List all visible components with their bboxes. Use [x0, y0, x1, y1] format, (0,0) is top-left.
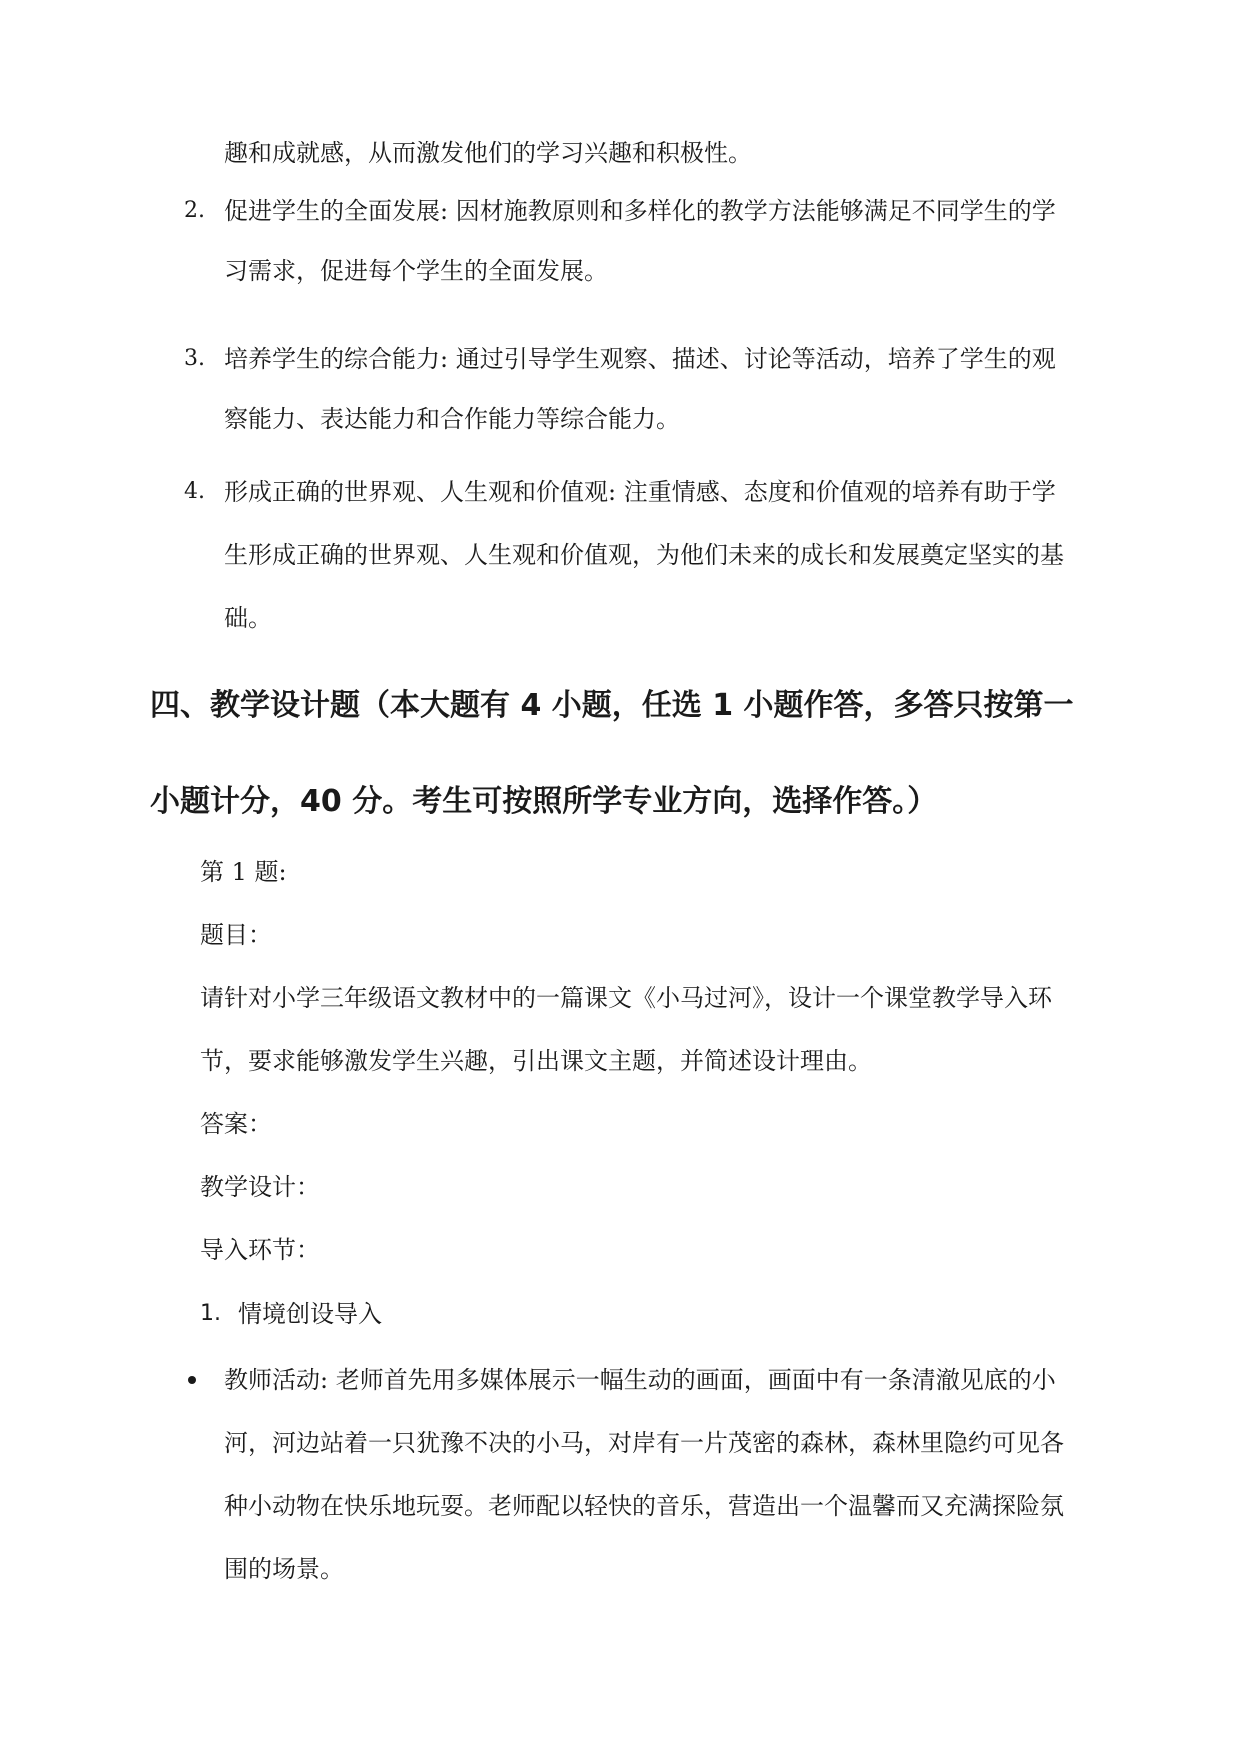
- topic-text-line-1: 请针对小学三年级语文教材中的一篇课文《小马过河》，设计一个课堂教学导入环: [200, 984, 1052, 1012]
- bullet-line-1: 教师活动: 老师首先用多媒体展示一幅生动的画面，画面中有一条清澈见底的小: [224, 1366, 1056, 1394]
- bullet-line-4: 围的场景。: [224, 1555, 344, 1583]
- list-item-2-number: 2.: [184, 198, 205, 223]
- sub-item-number: 1.: [200, 1301, 221, 1326]
- intro-label: 导入环节：: [200, 1236, 320, 1264]
- list-item-4-number: 4.: [184, 479, 205, 504]
- bullet-marker: [188, 1376, 196, 1384]
- list-item-4-line-2: 生形成正确的世界观、人生观和价值观，为他们未来的成长和发展奠定坚实的基: [224, 541, 1064, 569]
- bullet-line-2: 河，河边站着一只犹豫不决的小马，对岸有一片茂密的森林，森林里隐约可见各: [224, 1429, 1064, 1457]
- list-item-3-number: 3.: [184, 346, 205, 371]
- list-item-4-line-3: 础。: [224, 604, 272, 632]
- topic-text-line-2: 节，要求能够激发学生兴趣，引出课文主题，并简述设计理由。: [200, 1047, 872, 1075]
- list-item-4-line-1: 形成正确的世界观、人生观和价值观: 注重情感、态度和价值观的培养有助于学: [224, 478, 1056, 506]
- list-item-2-line-1: 促进学生的全面发展: 因材施教原则和多样化的教学方法能够满足不同学生的学: [224, 197, 1056, 225]
- question-label: 第 1 题:: [200, 858, 287, 886]
- list-item-3-line-1: 培养学生的综合能力: 通过引导学生观察、描述、讨论等活动，培养了学生的观: [224, 345, 1056, 373]
- topic-label: 题目：: [200, 921, 272, 949]
- sub-item-text: 情境创设导入: [238, 1300, 382, 1328]
- section-heading-line-1: 四、教学设计题（本大题有 4 小题，任选 1 小题作答，多答只按第一: [150, 688, 1074, 723]
- design-label: 教学设计：: [200, 1173, 320, 1201]
- answer-label: 答案：: [200, 1110, 272, 1138]
- list-item-3-line-2: 察能力、表达能力和合作能力等综合能力。: [224, 405, 680, 433]
- list-item-2-line-2: 习需求，促进每个学生的全面发展。: [224, 257, 608, 285]
- bullet-line-3: 种小动物在快乐地玩耍。老师配以轻快的音乐，营造出一个温馨而又充满探险氛: [224, 1492, 1064, 1520]
- section-heading-line-2: 小题计分，40 分。考生可按照所学专业方向，选择作答。）: [150, 784, 938, 819]
- list-item-1-continuation: 趣和成就感，从而激发他们的学习兴趣和积极性。: [224, 139, 752, 167]
